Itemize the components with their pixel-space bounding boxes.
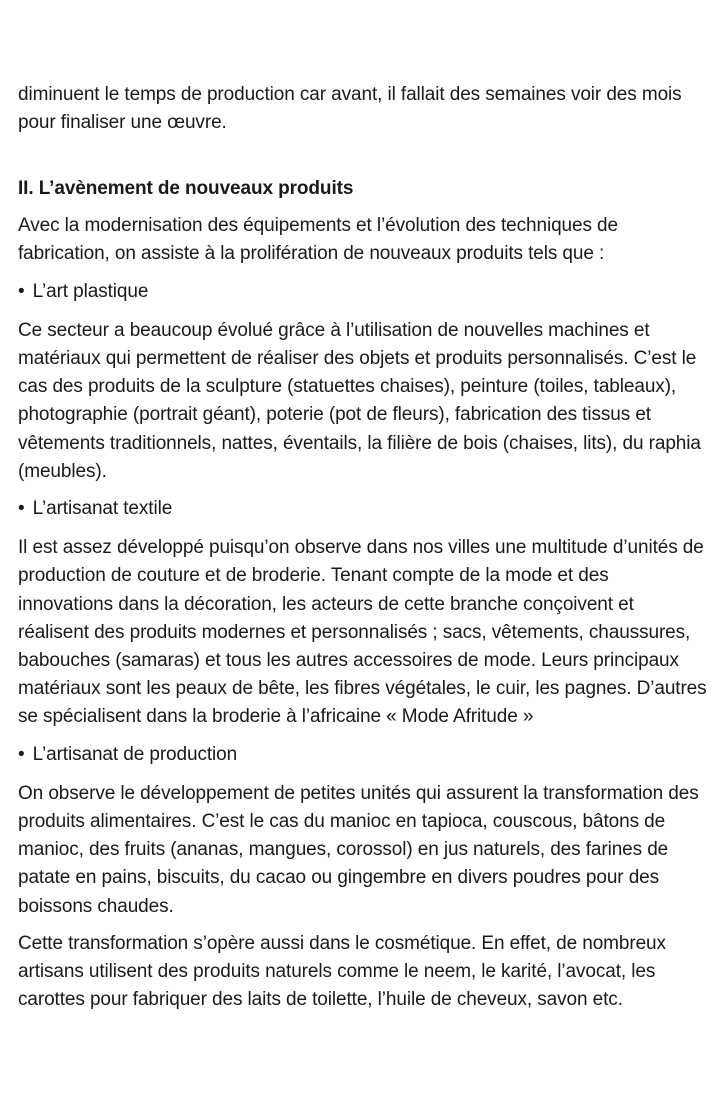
bullet-marker: •	[18, 743, 25, 765]
section-heading: II. L’avènement de nouveaux produits	[18, 178, 354, 199]
bullet-label: L’artisanat de production	[32, 743, 238, 765]
text-line: produits alimentaires. C’est le cas du manioc en tapioca, couscous, bâtons de	[18, 811, 666, 833]
text-line: Avec la modernisation des équipements et l’évolution des techniques de	[18, 215, 618, 237]
text-line: (meubles).	[18, 460, 107, 482]
text-line: production de couture et de broderie. Tenant compte de la mode et des	[18, 565, 609, 587]
paragraph-artisanat-production	[18, 780, 716, 921]
text-line: patate en pains, biscuits, du cacao ou gingembre en divers poudres pour des	[18, 867, 660, 889]
text-line: manioc, des fruits (ananas, mangues, corossol) en jus naturels, des farines de	[18, 839, 669, 861]
bullet-item-art-plastique	[18, 278, 716, 306]
text-line: réalisent des produits modernes et personnalisés ; sacs, vêtements, chaussures,	[18, 621, 691, 643]
text-line: artisans utilisent des produits naturels comme le neem, le karité, l’avocat, les	[18, 961, 656, 983]
text-line: babouches (samaras) et tous les autres accessoires de mode. Leurs principaux	[18, 650, 679, 672]
text-line: carottes pour fabriquer des laits de toilette, l’huile de cheveux, savon etc.	[18, 989, 623, 1011]
paragraph-artisanat-textile	[18, 534, 716, 731]
text-line: pour finaliser une œuvre.	[18, 112, 227, 134]
text-line: cas des produits de la sculpture (statuettes chaises), peinture (toiles, tableaux),	[18, 376, 677, 398]
text-line: matériaux sont les peaux de bête, les fibres végétales, le cuir, les pagnes. D’autres	[18, 678, 707, 700]
paragraph-nouveaux-produits	[18, 212, 716, 268]
text-line: On observe le développement de petites unités qui assurent la transformation des	[18, 782, 699, 804]
bullet-marker: •	[18, 498, 25, 520]
text-line: diminuent le temps de production car avant, il fallait des semaines voir des mois	[18, 84, 682, 105]
bullet-item-artisanat-textile	[18, 495, 716, 523]
bullet-label: L’art plastique	[32, 280, 149, 302]
text-line: fabrication, on assiste à la prolifération de nouveaux produits tels que :	[18, 243, 605, 265]
text-line: Cette transformation s’opère aussi dans le cosmétique. En effet, de nombreux	[18, 932, 666, 954]
text-line: boissons chaudes.	[18, 895, 174, 917]
text-line: se spécialisent dans la broderie à l’africaine « Mode Afritude »	[18, 706, 534, 728]
bullet-marker: •	[18, 280, 25, 302]
text-line: matériaux qui permettent de réaliser des objets et produits personnalisés. C’est le	[18, 348, 697, 370]
bullet-label: L’artisanat textile	[32, 498, 173, 520]
text-line: Il est assez développé puisqu’on observe dans nos villes une multitude d’unités de	[18, 537, 704, 559]
paragraph-art-plastique	[18, 317, 716, 486]
text-line: vêtements traditionnels, nattes, éventails, la filière de bois (chaises, lits), du raphia	[18, 432, 701, 454]
bullet-item-artisanat-production	[18, 741, 716, 769]
text-line: Ce secteur a beaucoup évolué grâce à l’utilisation de nouvelles machines et	[18, 319, 650, 341]
intro-paragraph	[18, 81, 716, 137]
paragraph-cosmetique	[18, 930, 716, 1015]
text-line: photographie (portrait géant), poterie (pot de fleurs), fabrication des tissus et	[18, 404, 651, 426]
text-line: innovations dans la décoration, les acteurs de cette branche conçoivent et	[18, 593, 634, 615]
